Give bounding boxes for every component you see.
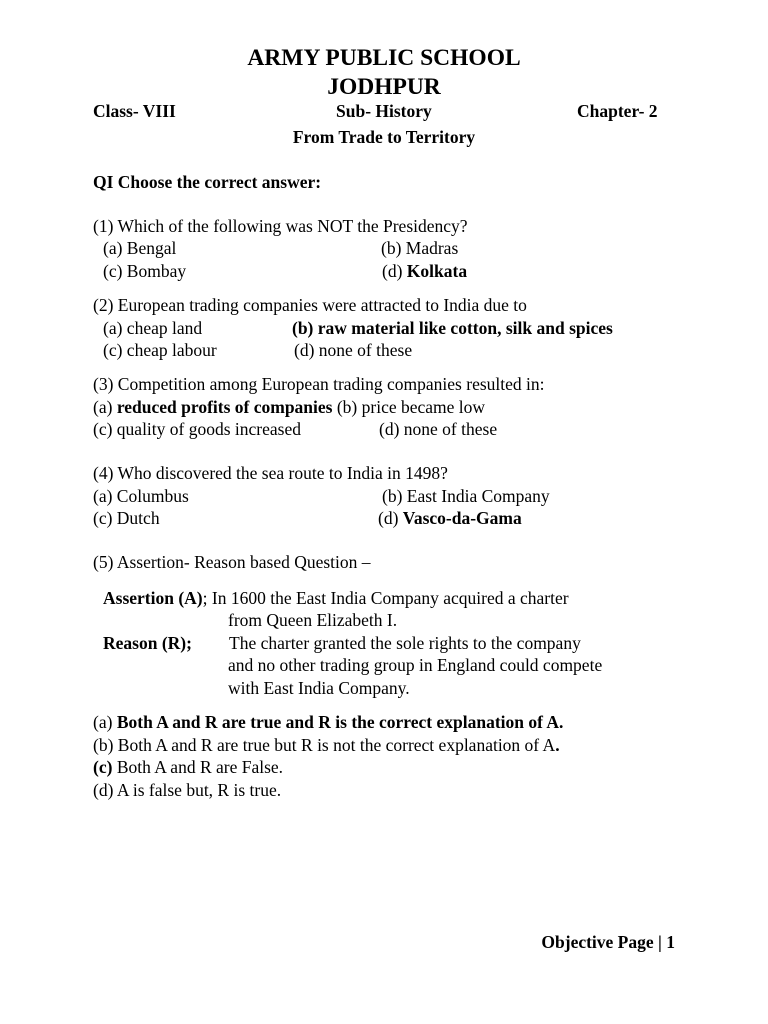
q5-option-c <box>93 757 283 778</box>
q4-answer: Vasco-da-Gama <box>402 508 522 528</box>
q2-answer: (b) raw material like cotton, silk and spices <box>292 318 613 338</box>
reason-text-1: The charter granted the sole rights to the company <box>229 633 581 653</box>
reason-text-3: with East India Company. <box>228 678 410 698</box>
page-footer: Objective Page | 1 <box>541 932 675 952</box>
q5-option-a-prefix: (a) <box>93 712 113 732</box>
q1-option-c: (c) Bombay <box>103 261 187 281</box>
q5-option-d: (d) A is false but, R is true. <box>93 780 282 800</box>
school-city: JODHPUR <box>327 74 441 100</box>
q5-option-c-text: Both A and R are False. <box>116 757 284 777</box>
q4-option-d <box>378 508 522 529</box>
q5-option-b-dot: . <box>555 735 560 755</box>
school-name: ARMY PUBLIC SCHOOL <box>247 45 521 71</box>
q1-option-d <box>382 261 467 282</box>
q3-option-b: (b) price became low <box>336 397 486 417</box>
q3-answer: reduced profits of companies <box>116 397 333 417</box>
q4-option-a: (a) Columbus <box>93 486 189 506</box>
chapter-label: Chapter- 2 <box>577 101 658 121</box>
q5-answer: Both A and R are true and R is the correct explanation of A. <box>116 712 564 732</box>
subject-label: Sub- History <box>336 101 432 121</box>
q1-option-b: (b) Madras <box>381 238 459 258</box>
chapter-title: From Trade to Territory <box>292 127 476 147</box>
q3-options-ab <box>93 397 485 418</box>
assertion-text-2: from Queen Elizabeth I. <box>228 610 398 630</box>
q1-option-d-prefix: (d) <box>382 261 403 281</box>
q3-option-d: (d) none of these <box>379 419 498 439</box>
q2-option-c: (c) cheap labour <box>103 340 217 360</box>
q5-option-a <box>93 712 563 733</box>
assertion-label: Assertion (A) <box>103 588 203 608</box>
assertion-text-1: ; In 1600 the East India Company acquired a charter <box>202 588 569 608</box>
q5-option-b-text: (b) Both A and R are true but R is not the correct explanation of A <box>93 735 556 755</box>
section-title: QI Choose the correct answer: <box>93 172 322 192</box>
q1-question: (1) Which of the following was NOT the Presidency? <box>93 216 468 236</box>
q1-answer: Kolkata <box>406 261 468 281</box>
q4-option-d-prefix: (d) <box>378 508 399 528</box>
q4-option-c: (c) Dutch <box>93 508 160 528</box>
q5-option-b <box>93 735 560 756</box>
q4-option-b: (b) East India Company <box>382 486 550 506</box>
reason-label: Reason (R); <box>103 633 192 653</box>
class-label: Class- VIII <box>93 101 176 121</box>
q2-option-a: (a) cheap land <box>103 318 203 338</box>
q4-question: (4) Who discovered the sea route to India in 1498? <box>93 463 448 483</box>
assertion-line-1 <box>103 588 569 609</box>
q2-question: (2) European trading companies were attracted to India due to <box>93 295 527 315</box>
q5-question: (5) Assertion- Reason based Question – <box>93 552 371 572</box>
reason-text-2: and no other trading group in England could compete <box>228 655 603 675</box>
q1-option-a: (a) Bengal <box>103 238 177 258</box>
q3-option-c: (c) quality of goods increased <box>93 419 301 439</box>
q3-option-a-prefix: (a) <box>93 397 113 417</box>
q2-option-d: (d) none of these <box>294 340 413 360</box>
q5-option-c-prefix: (c) <box>93 757 113 777</box>
q3-question: (3) Competition among European trading companies resulted in: <box>93 374 545 394</box>
